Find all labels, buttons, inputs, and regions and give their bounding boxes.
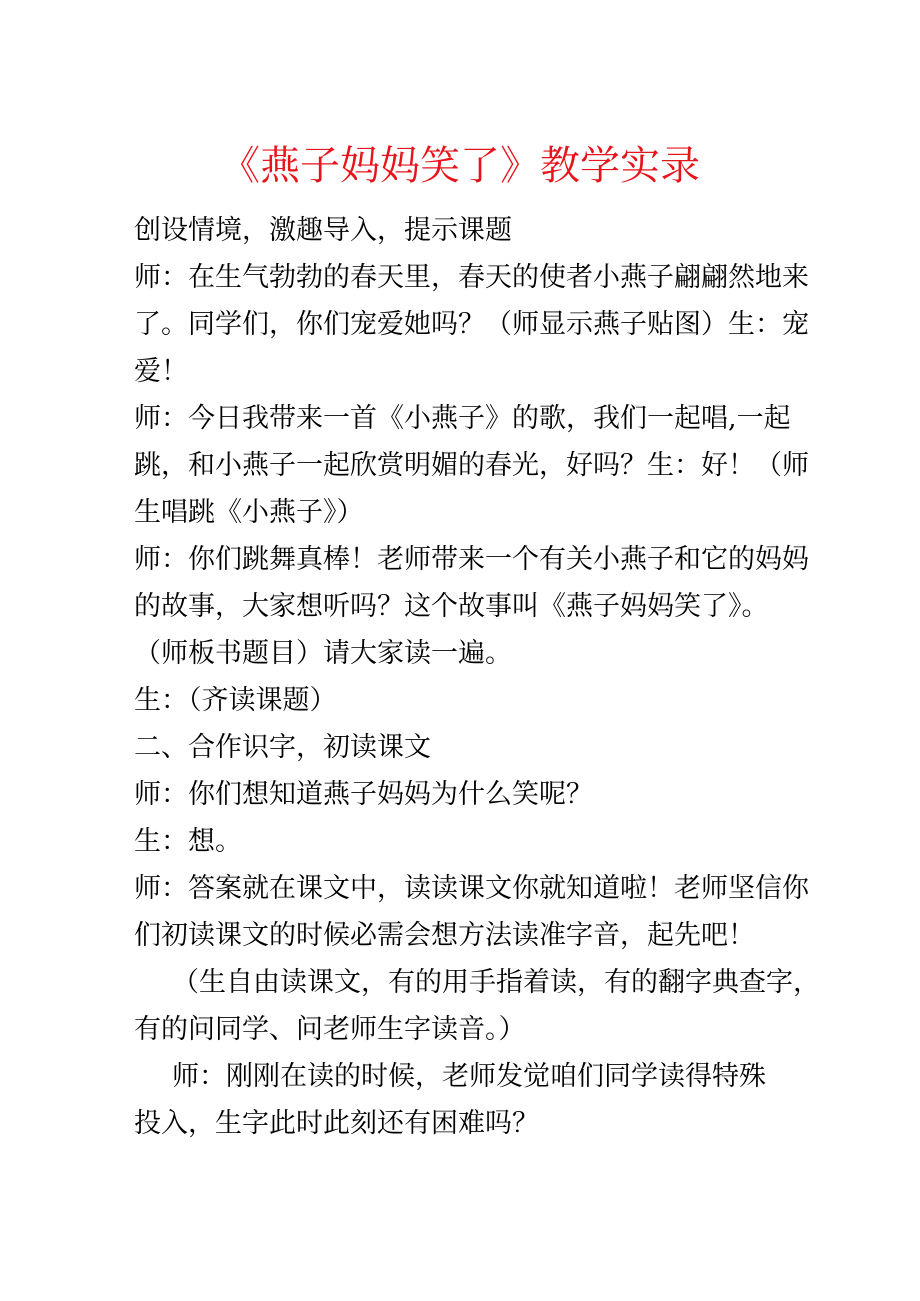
text-line: 师：答案就在课文中，读读课文你就知道啦！老师坚信你	[134, 873, 809, 904]
text-line: 师：你们想知道燕子妈妈为什么笑呢？	[134, 779, 593, 810]
text-line: （生自由读课文，有的用手指着读，有的翻字典查字，	[172, 967, 820, 998]
section-heading: 二、合作识字，初读课文	[134, 732, 431, 763]
text-line: 有的问同学、问老师生字读音。）	[134, 1014, 526, 1045]
text-line: 生唱跳《小燕子》）	[134, 497, 364, 528]
document-title: 《燕子妈妈笑了》教学实录	[220, 143, 700, 189]
text-line: 们初读课文的时候必需会想方法读准字音，起先吧！	[134, 920, 755, 951]
text-line: 了。同学们，你们宠爱她吗？（师显示燕子贴图）生：宠	[134, 309, 809, 340]
text-line: （师板书题目）请大家读一遍。	[134, 638, 512, 669]
text-line: 师：今日我带来一首《小燕子》的歌，我们一起唱,一起	[134, 403, 791, 434]
document-body	[134, 207, 820, 1147]
text-line: 师：刚刚在读的时候，老师发觉咱们同学读得特殊	[172, 1061, 766, 1092]
text-line: 生：（齐读课题）	[134, 685, 337, 716]
text-line: 生：想。	[134, 826, 242, 857]
text-line: 师：在生气勃勃的春天里，春天的使者小燕子翩翩然地来	[134, 262, 809, 293]
text-line: 的故事，大家想听吗？这个故事叫《燕子妈妈笑了》。	[134, 591, 769, 622]
section-heading: 创设情境，激趣导入，提示课题	[134, 215, 512, 246]
text-line: 爱！	[134, 356, 188, 387]
text-line: 跳，和小燕子一起欣赏明媚的春光，好吗？生：好！（师	[134, 450, 809, 481]
text-line: 师：你们跳舞真棒！老师带来一个有关小燕子和它的妈妈	[134, 544, 809, 575]
text-line: 投入，生字此时此刻还有困难吗？	[134, 1108, 539, 1139]
